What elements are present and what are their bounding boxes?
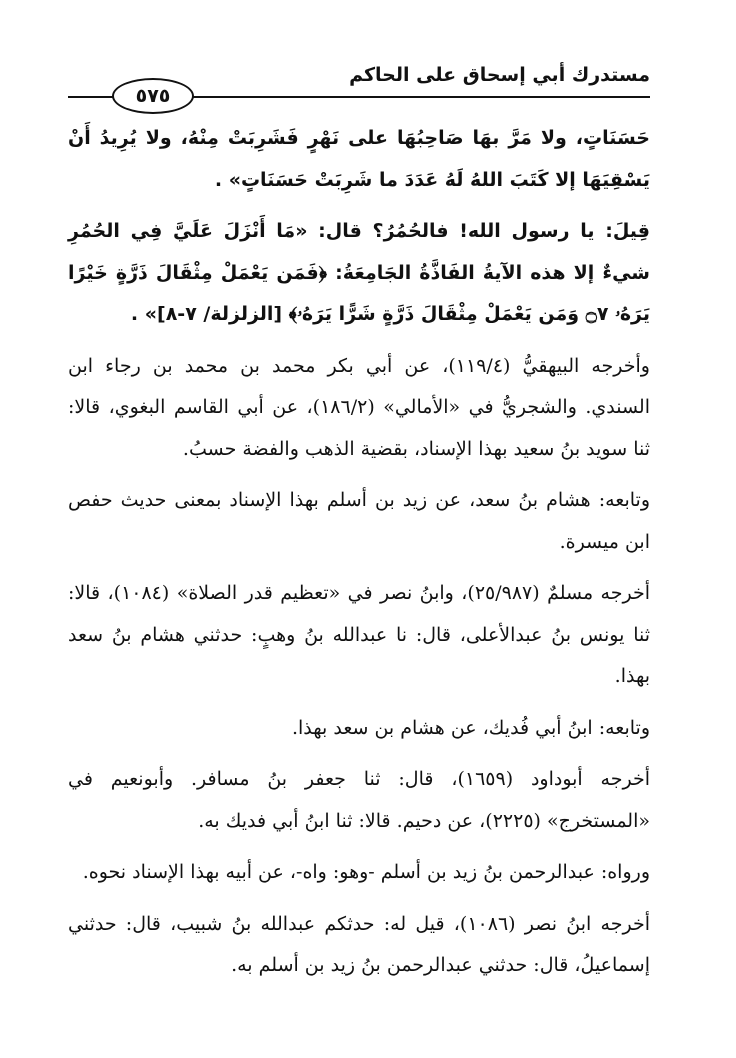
- takhrij-paragraph: ورواه: عبدالرحمن بنُ زيد بن أسلم -وهو: واه-، عن أبيه بهذا الإسناد نحوه.: [82, 861, 650, 883]
- hadith-text-paragraph: حَسَنَاتٍ، ولا مَرَّ بهَا صَاحِبُهَا على نَهْرٍ فَشَرِبَتْ مِنْهُ، ولا يُرِيدُ أَنْ يَسْقِيَهَا إلا كَتَبَ اللهُ لَهُ عَدَدَ ما شَرِبَتْ حَسَنَاتٍ» .: [68, 127, 650, 191]
- takhrij-paragraph: وتابعه: هشام بنُ سعد، عن زيد بن أسلم بهذا الإسناد بمعنى حديث حفص ابن ميسرة.: [68, 489, 650, 553]
- running-title: مستدرك أبي إسحاق على الحاكم: [349, 64, 650, 86]
- takhrij-paragraph: أخرجه ابنُ نصر (١٠٨٦)، قيل له: حدثكم عبدالله بنُ شبيب، قال: حدثني إسماعيلُ، قال: حدثني عبدالرحمن بنُ زيد بن أسلم به.: [68, 912, 650, 976]
- page-number: ٥٧٥: [112, 78, 194, 114]
- takhrij-paragraph: وتابعه: ابنُ أبي فُديك، عن هشام بن سعد بهذا.: [291, 716, 650, 739]
- page-body: [68, 118, 650, 991]
- hadith-text-paragraph: قِيلَ: يا رسول الله! فالحُمُرُ؟ قال: «مَا أَنْزَلَ عَلَيَّ فِي الحُمُرِ شيءٌ إلا هذه الآيةُ الفَاذَّةُ الجَامِعَةُ: ﴿فَمَن يَعْمَلْ مِثْقَالَ ذَرَّةٍ خَيْرًا يَرَهُۥ ۝٧ وَمَن يَعْمَلْ مِثْقَالَ ذَرَّةٍ شَرًّا يَرَهُۥ﴾ [الزلزلة/ ٧-٨]» .: [68, 220, 650, 325]
- takhrij-paragraph: أخرجه أبوداود (١٦٥٩)، قال: ثنا جعفر بنُ مسافر. وأبونعيم في «المستخرج» (٢٢٢٥)، عن دحيم. قالا: ثنا ابنُ أبي فديك به.: [68, 768, 650, 832]
- page-header: [68, 60, 650, 107]
- takhrij-paragraph: وأخرجه البيهقيُّ (١١٩/٤)، عن أبي بكر محمد بن محمد بن رجاء ابن السندي. والشجريُّ في «الأمالي» (١٨٦/٢)، عن أبي القاسم البغوي، قالا: ثنا سويد بنُ سعيد بهذا الإسناد، بقضية الذهب والفضة حسبُ.: [68, 354, 650, 460]
- takhrij-paragraph: أخرجه مسلمٌ (٢٥/٩٨٧)، وابنُ نصر في «تعظيم قدر الصلاة» (١٠٨٤)، قالا: ثنا يونس بنُ عبدالأعلى، قال: نا عبدالله بنُ وهبٍ: حدثني هشام بنُ سعد بهذا.: [68, 582, 650, 687]
